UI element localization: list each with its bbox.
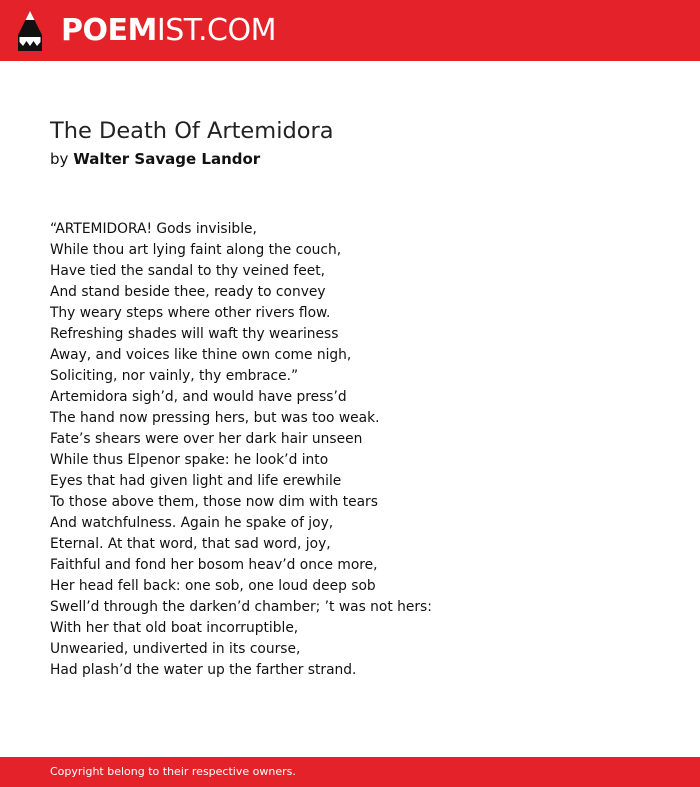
poem-line: While thou art lying faint along the couch, [50, 242, 342, 258]
poem-line: Soliciting, nor vainly, thy embrace.” [50, 368, 299, 384]
pencil-logo-icon[interactable] [18, 11, 42, 51]
poem-line: Eyes that had given light and life erewhile [50, 473, 342, 489]
poem-line: Artemidora sigh’d, and would have press’d [50, 389, 347, 405]
poem-line: Had plash’d the water up the farther strand. [50, 662, 357, 678]
poem-line: And watchfulness. Again he spake of joy, [50, 515, 334, 531]
poem-title: The Death Of Artemidora [50, 118, 334, 144]
poem-line: To those above them, those now dim with tears [50, 494, 378, 510]
poem-line: While thus Elpenor spake: he look’d into [50, 452, 329, 468]
site-logo[interactable] [61, 11, 276, 51]
copyright-text: Copyright belong to their respective owners. [50, 765, 296, 778]
poem-line: Eternal. At that word, that sad word, joy, [50, 536, 331, 552]
site-footer [0, 757, 700, 787]
poem-line: “ARTEMIDORA! Gods invisible, [50, 221, 257, 237]
logo-text-bold: POEM [61, 13, 157, 48]
poem-line: Fate’s shears were over her dark hair unseen [50, 431, 363, 447]
poem-line: Swell’d through the darken’d chamber; ’t was not hers: [50, 599, 432, 615]
poem-body [50, 219, 432, 681]
by-label: by [50, 150, 69, 168]
poem-line: And stand beside thee, ready to convey [50, 284, 326, 300]
logo-text-light: IST.COM [156, 13, 276, 48]
poem-line: Refreshing shades will waft thy weariness [50, 326, 339, 342]
poem-line: Unwearied, undiverted in its course, [50, 641, 301, 657]
poem-line: Thy weary steps where other rivers flow. [50, 305, 331, 321]
site-header [0, 0, 700, 61]
poem-line: With her that old boat incorruptible, [50, 620, 299, 636]
poem-line: Away, and voices like thine own come nigh, [50, 347, 352, 363]
poem-line: Faithful and fond her bosom heav’d once more, [50, 557, 378, 573]
poem-line: The hand now pressing hers, but was too weak. [50, 410, 380, 426]
poem-line: Have tied the sandal to thy veined feet, [50, 263, 326, 279]
poem-line: Her head fell back: one sob, one loud deep sob [50, 578, 376, 594]
author-name: Walter Savage Landor [73, 150, 261, 168]
byline [50, 149, 260, 169]
